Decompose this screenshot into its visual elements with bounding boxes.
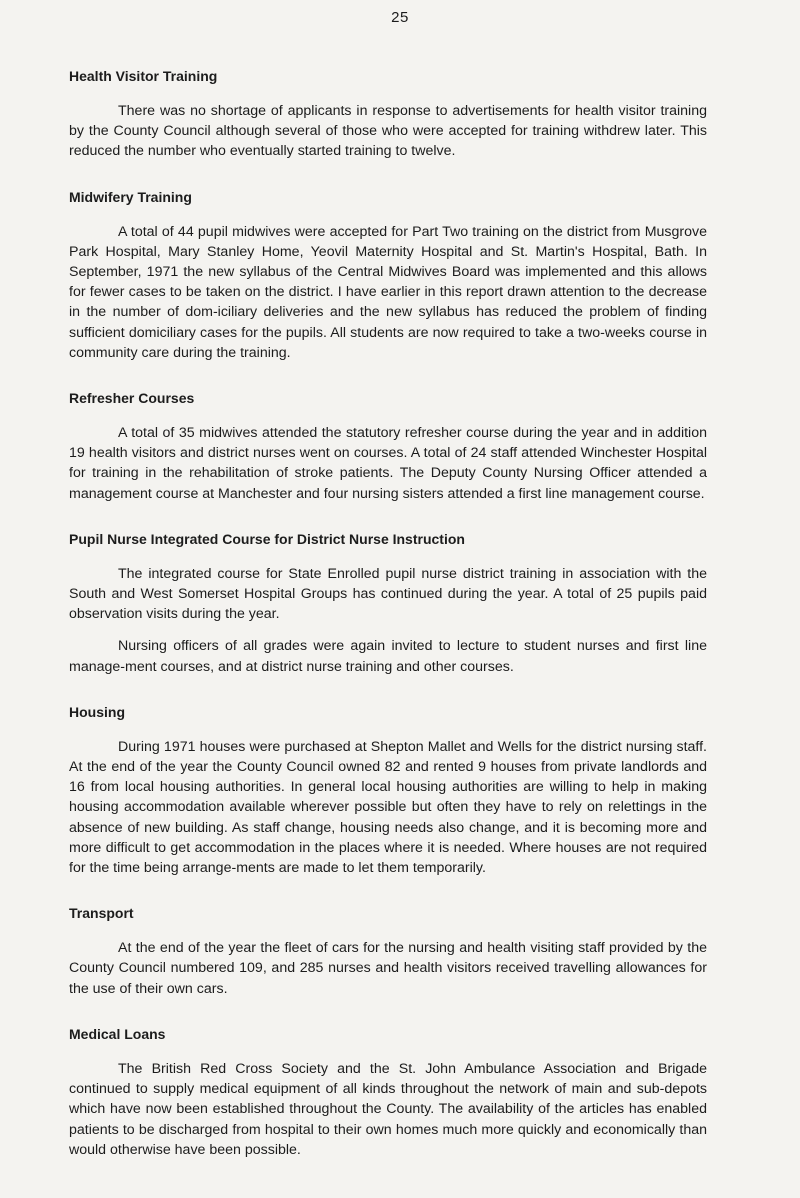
section-refresher-courses bbox=[69, 389, 707, 504]
section-heading: Pupil Nurse Integrated Course for District Nurse Instruction bbox=[69, 530, 465, 547]
paragraph: Nursing officers of all grades were again invited to lecture to student nurses and first line manage-ment courses, and at district nurse training and other courses. bbox=[69, 638, 707, 675]
paragraph: The integrated course for State Enrolled pupil nurse district training in association with the South and West Somerset Hospital Groups has continued during the year. A total of 25 pupils paid observation visits during the year. bbox=[69, 565, 707, 623]
paragraph: During 1971 houses were purchased at Shepton Mallet and Wells for the district nursing staff. At the end of the year the County Council owned 82 and rented 9 houses from private landlords and 16 from local housing authorities. In general local housing authorities are willing to help in making housing accommodation available wherever possible but often they have to rely on relettings in the absence of new building. As staff change, housing needs also change, and it is becoming more and more difficult to get accommodation in the places where it is needed. Where houses are not required for the time being arrange-ments are made to let them temporarily. bbox=[69, 738, 707, 877]
section-medical-loans bbox=[69, 1025, 707, 1160]
section-heading: Housing bbox=[69, 703, 125, 720]
section-health-visitor-training bbox=[69, 67, 707, 162]
section-midwifery-training bbox=[69, 188, 707, 363]
section-transport bbox=[69, 904, 707, 999]
section-housing bbox=[69, 703, 707, 878]
page-number: 25 bbox=[391, 9, 409, 26]
section-heading: Health Visitor Training bbox=[69, 68, 218, 84]
section-heading: Transport bbox=[69, 905, 134, 922]
section-heading: Refresher Courses bbox=[69, 390, 195, 407]
paragraph: At the end of the year the fleet of cars for the nursing and health visiting staff provided by the County Council numbered 109, and 285 nurses and health visitors received travelling allowances for the use of their own cars. bbox=[69, 940, 707, 997]
paragraph: A total of 35 midwives attended the statutory refresher course during the year and in addition 19 health visitors and district nurses went on courses. A total of 24 staff attended Winchester Hospital for training in the rehabilitation of stroke patients. The Deputy County Nursing Officer attended a management course at Manchester and four nursing sisters attended a first line management course. bbox=[69, 425, 707, 502]
section-pupil-nurse-integrated-course bbox=[69, 530, 707, 677]
paragraph: There was no shortage of applicants in response to advertisements for health visitor training by the County Council although several of those who were accepted for training withdrew later. This reduced the number who eventually started training to twelve. bbox=[69, 103, 707, 160]
document-body bbox=[69, 0, 707, 1160]
section-heading: Midwifery Training bbox=[69, 188, 192, 205]
paragraph: The British Red Cross Society and the St. John Ambulance Association and Brigade continued to supply medical equipment of all kinds throughout the network of main and sub-depots which have now been established throughout the County. The availability of the articles has enabled patients to be discharged from hospital to their own homes much more quickly and economically than would otherwise have been possible. bbox=[69, 1060, 707, 1158]
section-heading: Medical Loans bbox=[69, 1025, 166, 1042]
paragraph: A total of 44 pupil midwives were accepted for Part Two training on the district from Musgrove Park Hospital, Mary Stanley Home, Yeovil Maternity Hospital and St. Martin's Hospital, Bath. In September, 1971 the new syllabus of the Central Midwives Board was implemented and this allows for fewer cases to be taken on the district. I have earlier in this report drawn attention to the decrease in the number of dom-iciliary deliveries and the new syllabus has reduced the problem of finding sufficient domiciliary cases for the pupils. All students are now required to take a two-weeks course in community care during the training. bbox=[69, 223, 707, 361]
